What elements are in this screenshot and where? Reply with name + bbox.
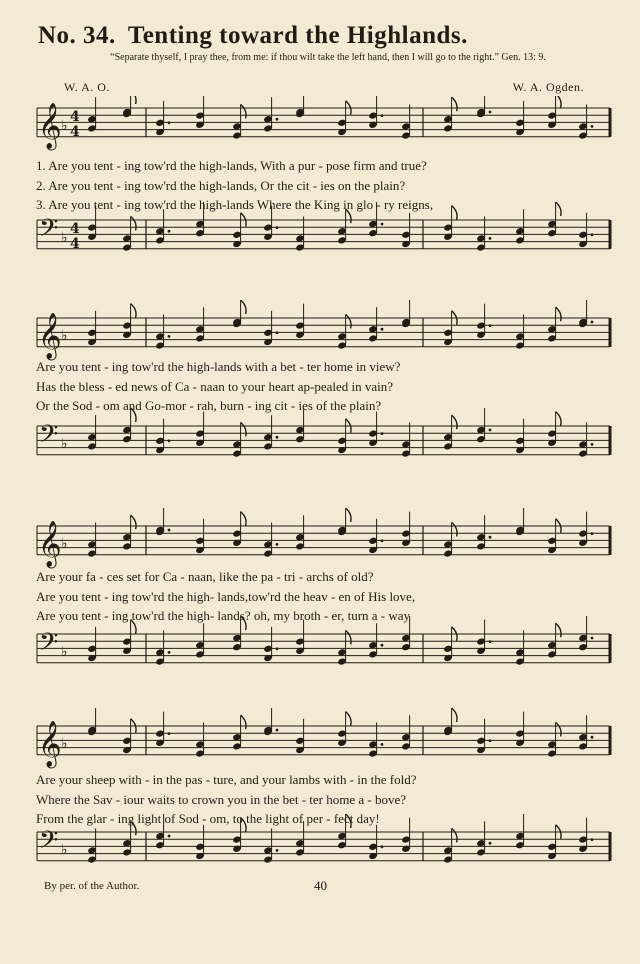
dot [276, 647, 279, 650]
treble-staff [37, 300, 610, 361]
bass-clef-icon: 𝄢 [39, 214, 59, 249]
music-credit: W. A. Ogden. [512, 80, 584, 94]
treble-staff [37, 708, 610, 769]
note-flag [241, 715, 246, 729]
dot [276, 729, 279, 732]
dot [489, 237, 492, 240]
hymn-title: Tenting toward the Highlands. [127, 22, 468, 49]
dot [381, 845, 384, 848]
note-flag [452, 522, 457, 536]
note-flag [556, 307, 561, 321]
dot [381, 539, 384, 542]
key-signature-flat-icon: ♭ [61, 118, 68, 134]
dot [276, 331, 279, 334]
note-flag [556, 96, 561, 108]
dot [489, 324, 492, 327]
lyric-line-verse-1: Are you tent - ing tow'rd the high-lands with a bet - ter home in view? [36, 359, 401, 374]
time-signature-bottom: 4 [70, 236, 80, 252]
permission-note: By per. of the Author. [44, 880, 140, 892]
lyric-line-verse-2: Where the Sav - iour waits to crown you in the bet - ter home a - bove? [36, 791, 407, 807]
note-flag [452, 415, 457, 429]
dot [489, 429, 492, 432]
lyric-line-verse-3: Are you tent - ing tow'rd the high- lands? oh, my broth - er, turn a - way [36, 608, 411, 623]
treble-clef-icon: 𝄞 [38, 721, 62, 767]
time-signature-top: 4 [70, 221, 80, 237]
note-flag [131, 216, 136, 230]
page-number: 40 [314, 878, 327, 893]
treble-clef-icon: 𝄞 [38, 103, 62, 149]
dot [591, 838, 594, 841]
dot [591, 443, 594, 446]
dot [381, 432, 384, 435]
note-flag [346, 712, 351, 726]
note-flag [452, 708, 457, 722]
bass-clef-icon: 𝄢 [39, 420, 59, 455]
dot [591, 736, 594, 739]
lyric-line-verse-2: 2. Are you tent - ing tow'rd the high-lands, Or the cit - ies on the plain? [36, 177, 406, 193]
lyrics-system-3 [36, 567, 616, 626]
note-flag [131, 96, 136, 104]
lyric-line-verse-3: 3. Are you tent - ing tow'rd the high-lands Where the King in glo - ry reigns, [36, 197, 434, 212]
note-flag [241, 104, 246, 118]
dot [591, 233, 594, 236]
note-flag [241, 300, 246, 314]
lyric-line-verse-2: Has the bless - ed news of Ca - naan to your heart ap-pealed in vain? [36, 378, 394, 394]
dot [168, 121, 171, 124]
dot [168, 335, 171, 338]
key-signature-flat-icon: ♭ [61, 644, 68, 660]
key-signature-flat-icon: ♭ [61, 436, 68, 452]
note-flag [452, 97, 457, 111]
dot [276, 226, 279, 229]
lyric-line-verse-3: From the glar - ing light of Sod - om, to the light of per - fect day! [36, 811, 380, 826]
dot [591, 637, 594, 640]
dot [276, 849, 279, 852]
dot [168, 439, 171, 442]
lyrics-system-2 [36, 357, 616, 416]
lyric-line-verse-1: Are your fa - ces set for Ca - naan, like the pa - tri - archs of old? [36, 569, 374, 584]
note-flag [346, 630, 351, 644]
dot [276, 118, 279, 121]
time-signature-bottom: 4 [70, 124, 80, 140]
dot [489, 111, 492, 114]
treble-clef-icon: 𝄞 [38, 521, 62, 567]
treble-staff [37, 96, 610, 151]
note-flag [556, 722, 561, 736]
words-credit: W. A. O. [64, 80, 110, 94]
time-signature-top: 4 [70, 109, 80, 125]
dot [168, 835, 171, 838]
bass-clef-icon: 𝄢 [39, 826, 59, 861]
dot [591, 125, 594, 128]
key-signature-flat-icon: ♭ [61, 842, 68, 858]
dot [489, 739, 492, 742]
key-signature-flat-icon: ♭ [61, 328, 68, 344]
note-flag [131, 515, 136, 529]
lyric-line-verse-1: 1. Are you tent - ing tow'rd the high-lands, With a pur - pose firm and true? [36, 158, 427, 173]
dot [591, 532, 594, 535]
dot [276, 436, 279, 439]
dot [381, 223, 384, 226]
treble-staff [37, 508, 610, 569]
key-signature-flat-icon: ♭ [61, 736, 68, 752]
hymn-title-line [38, 22, 468, 50]
dot [381, 328, 384, 331]
dot [381, 743, 384, 746]
dot [168, 529, 171, 532]
lyrics-system-1 [36, 156, 616, 215]
treble-clef-icon: 𝄞 [38, 313, 62, 359]
note-flag [241, 512, 246, 526]
key-signature-flat-icon: ♭ [61, 536, 68, 552]
dot [168, 651, 171, 654]
dot [381, 644, 384, 647]
key-signature-flat-icon: ♭ [61, 230, 68, 246]
dot [489, 842, 492, 845]
bass-clef-icon: 𝄢 [39, 628, 59, 663]
note-flag [241, 422, 246, 436]
dot [381, 114, 384, 117]
dot [489, 536, 492, 539]
dot [591, 321, 594, 324]
note-flag [452, 828, 457, 842]
note-flag [131, 304, 136, 318]
lyric-line-verse-1: Are your sheep with - in the pas - ture, and your lambs with - in the fold? [36, 772, 417, 787]
dot [168, 230, 171, 233]
note-flag [346, 314, 351, 328]
lyric-line-verse-2: Are you tent - ing tow'rd the high- lands,tow'rd the heav - en of His love, [36, 588, 416, 604]
dot [489, 640, 492, 643]
lyrics-system-4 [36, 770, 616, 829]
note-flag [346, 508, 351, 522]
hymn-number: No. 34. [38, 22, 116, 49]
dot [168, 732, 171, 735]
lyric-line-verse-3: Or the Sod - om and Go-mor - rah, burn - ing cit - ies of the plain? [36, 398, 382, 413]
epigraph: “Separate thyself, I pray thee, from me: if thou wilt take the left hand, then I will go to the right.” Gen. 13: 9. [110, 52, 546, 63]
dot [276, 543, 279, 546]
